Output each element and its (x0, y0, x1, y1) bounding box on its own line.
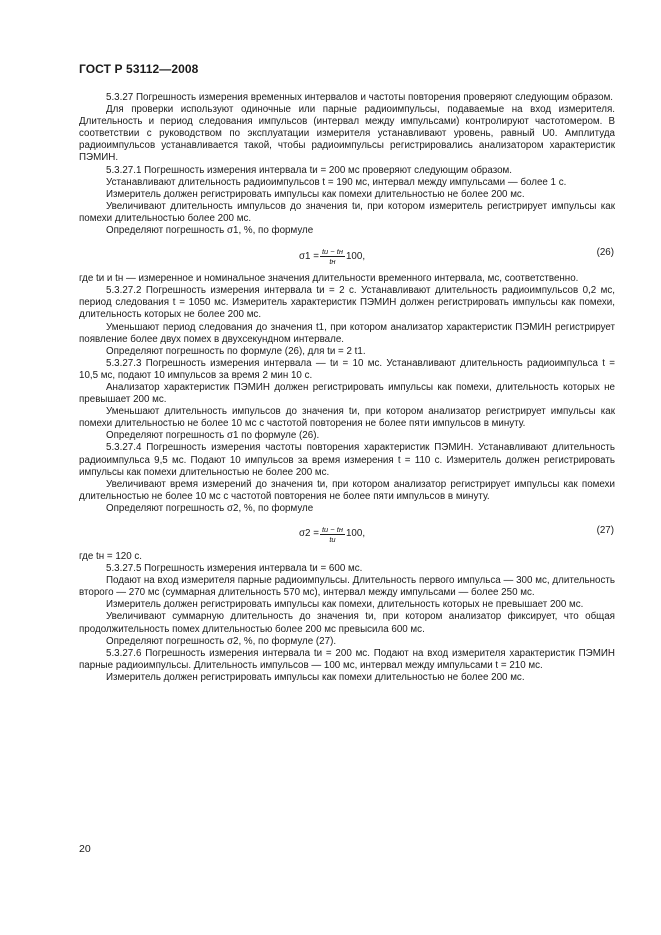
paragraph: Определяют погрешность σ1 по формуле (26). (106, 430, 320, 442)
formula-fraction (320, 525, 345, 544)
paragraph: Уменьшают длительность импульсов до значения tи, при котором анализатор регистрирует импульсы как помехи длительностью не более 10 мс с частотой повторения не более пяти импульсов в минуту. (79, 406, 615, 430)
paragraph: Измеритель должен регистрировать импульсы как помехи длительностью не более 200 мс. (106, 188, 525, 200)
paragraph: 5.3.27.4 Погрешность измерения частоты повторения характеристик ПЭМИН. Устанавливают длительность радиоимпульса 9,5 мс. Подают 10 импульсов за время измерения t = 110 с. Измеритель должен регистрировать импульсы как помехи длительностью не более 200 мс. (79, 442, 615, 478)
paragraph: Подают на вход измерителя парные радиоимпульсы. Длительность первого импульса — 300 мс, длительность второго — 270 мс (суммарная длительность 570 мс), интервал между импульсами — более 250 мс. (79, 575, 615, 599)
paragraph: Для проверки используют одиночные или парные радиоимпульсы, подаваемые на вход измерителя. Длительность и период следования импульсов (интервал между импульсами) контролируют частотомером. В соответствии с руководством по эксплуатации измерителя устанавливают уровень, равный U0. Амплитуда радиоимпульсов устанавливается такой, чтобы радиоимпульсы регистрировались анализатором характеристик ПЭМИН. (79, 104, 615, 164)
formula-rhs: 100, (345, 528, 366, 540)
paragraph: где tи и tн — измеренное и номинальное значения длительности временного интервала, мс, соответственно. (79, 273, 579, 285)
paragraph: Увеличивают суммарную длительность до значения tи, при котором анализатор фиксирует, что общая продолжительность помех длительностью более 200 мс превысила 600 мс. (79, 611, 615, 635)
paragraph: где tн = 120 с. (79, 551, 143, 562)
page-number: 20 (79, 843, 91, 855)
formula-numerator: tи − tн (321, 247, 343, 257)
paragraph: 5.3.27.3 Погрешность измерения интервала — tи = 10 мс. Устанавливают длительность радиоимпульса t = 10,5 мс, подают 10 импульсов за время 2 мин 10 с. (79, 357, 615, 381)
formula-fraction (320, 247, 345, 266)
paragraph: Увеличивают время измерений до значения tи, при котором анализатор регистрирует импульсы как помехи длительностью не более 10 мс с частотой повторения не более пяти импульсов в минуту. (79, 478, 615, 502)
paragraph: Измеритель должен регистрировать импульсы как помехи, длительность которых не превышает 200 мс. (106, 599, 584, 611)
paragraph: Определяют погрешность σ2, %, по формуле (27). (106, 635, 337, 647)
paragraph: Увеличивают длительность импульсов до значения tи, при котором измеритель регистрирует импульсы как помехи длительностью более 200 мс. (79, 200, 615, 224)
paragraph: Измеритель должен регистрировать импульсы как помехи длительностью не более 200 мс. (106, 671, 525, 683)
paragraph: Определяют погрешность по формуле (26), для tи = 2 t1. (106, 345, 366, 357)
formula-lhs: σ1 = (299, 250, 319, 262)
formula-number: (26) (596, 247, 614, 259)
formula-27 (79, 519, 615, 545)
formula-denominator: tн (329, 257, 336, 267)
formula-26 (79, 241, 615, 267)
paragraph: 5.3.27.1 Погрешность измерения интервала tи = 200 мс проверяют следующим образом. (106, 164, 513, 176)
paragraph: 5.3.27.5 Погрешность измерения интервала tи = 600 мс. (106, 563, 363, 575)
paragraph: Определяют погрешность σ2, %, по формуле (106, 502, 314, 514)
paragraph: 5.3.27.2 Погрешность измерения интервала tи = 2 с. Устанавливают длительность радиоимпульсов 0,2 мс, период следования t = 1050 мс. Измеритель характеристик ПЭМИН должен регистрировать импульсы как помехи, длительность которых не более 200 мс. (79, 285, 615, 321)
paragraph: Устанавливают длительность радиоимпульсов t = 190 мс, интервал между импульсами — более 1 с. (106, 176, 567, 188)
formula-lhs: σ2 = (299, 528, 319, 540)
document-body (79, 92, 615, 684)
paragraph: 5.3.27 Погрешность измерения временных интервалов и частоты повторения проверяют следующим образом. (106, 92, 614, 103)
formula-denominator: tи (329, 535, 336, 544)
paragraph: 5.3.27.6 Погрешность измерения интервала tи = 200 мс. Подают на вход измерителя характеристик ПЭМИН парные радиоимпульсы. Длительность импульсов — 100 мс, интервал между импульсами t = 210 мс. (79, 647, 615, 671)
paragraph: Уменьшают период следования до значения t1, при котором анализатор характеристик ПЭМИН регистрирует появление более двух помех в двухсекундном интервале. (79, 321, 615, 345)
paragraph: Анализатор характеристик ПЭМИН должен регистрировать импульсы как помехи, длительность которых не превышает 200 мс. (79, 381, 615, 406)
formula-rhs: 100, (345, 250, 366, 262)
formula-number: (27) (596, 525, 614, 536)
paragraph: Определяют погрешность σ1, %, по формуле (106, 225, 314, 237)
document-header: ГОСТ Р 53112—2008 (79, 62, 199, 76)
formula-numerator: tи − tн (321, 525, 343, 534)
